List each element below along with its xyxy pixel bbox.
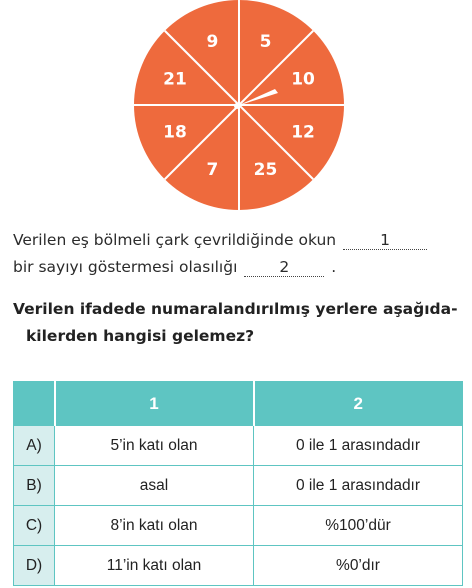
option-row-c[interactable]	[14, 506, 463, 546]
wheel-pivot	[234, 103, 240, 109]
option-label: B)	[14, 466, 55, 506]
header-col-2: 2	[254, 382, 463, 426]
header-blank	[14, 382, 55, 426]
wheel-number-label: 7	[206, 160, 219, 181]
option-label: C)	[14, 506, 55, 546]
option-col-1: 8’in katı olan	[55, 506, 254, 546]
spinner-wheel	[134, 0, 344, 210]
blank-2-number: 2	[279, 258, 290, 276]
option-col-2: %0’dır	[254, 546, 463, 586]
wheel-number-label: 21	[163, 69, 187, 90]
question-line2: kilerden hangisi gelemez?	[26, 327, 255, 345]
blank-2	[244, 259, 324, 277]
wheel-number-label: 5	[259, 31, 272, 52]
option-label: D)	[14, 546, 55, 586]
wheel-number-label: 9	[206, 31, 219, 52]
header-col-1: 1	[55, 382, 254, 426]
option-label: A)	[14, 426, 55, 466]
option-col-2: %100’dür	[254, 506, 463, 546]
option-row-d[interactable]	[14, 546, 463, 586]
option-col-1: asal	[55, 466, 254, 506]
options-table	[13, 381, 463, 586]
statement-period: .	[331, 258, 337, 276]
blank-1-number: 1	[380, 231, 390, 249]
question-line1: Verilen ifadede numaralandırılmış yerlere aşağıda-	[13, 300, 458, 318]
statement-line2: bir sayıyı göstermesi olasılığı	[13, 258, 238, 276]
blank-1	[343, 232, 427, 250]
wheel-number-label: 18	[163, 122, 187, 143]
statement-text	[13, 227, 463, 281]
wheel-number-label: 25	[253, 160, 278, 181]
option-row-b[interactable]	[14, 466, 463, 506]
wheel-number-label: 10	[291, 69, 315, 90]
option-col-1: 5’in katı olan	[55, 426, 254, 466]
table-header-row	[14, 382, 463, 426]
option-col-1: 11’in katı olan	[55, 546, 254, 586]
statement-line1: Verilen eş bölmeli çark çevrildiğinde okun	[13, 231, 337, 249]
option-row-a[interactable]	[14, 426, 463, 466]
question-text	[13, 296, 465, 350]
option-col-2: 0 ile 1 arasındadır	[254, 426, 463, 466]
option-col-2: 0 ile 1 arasındadır	[254, 466, 463, 506]
wheel-number-label: 12	[291, 122, 315, 143]
